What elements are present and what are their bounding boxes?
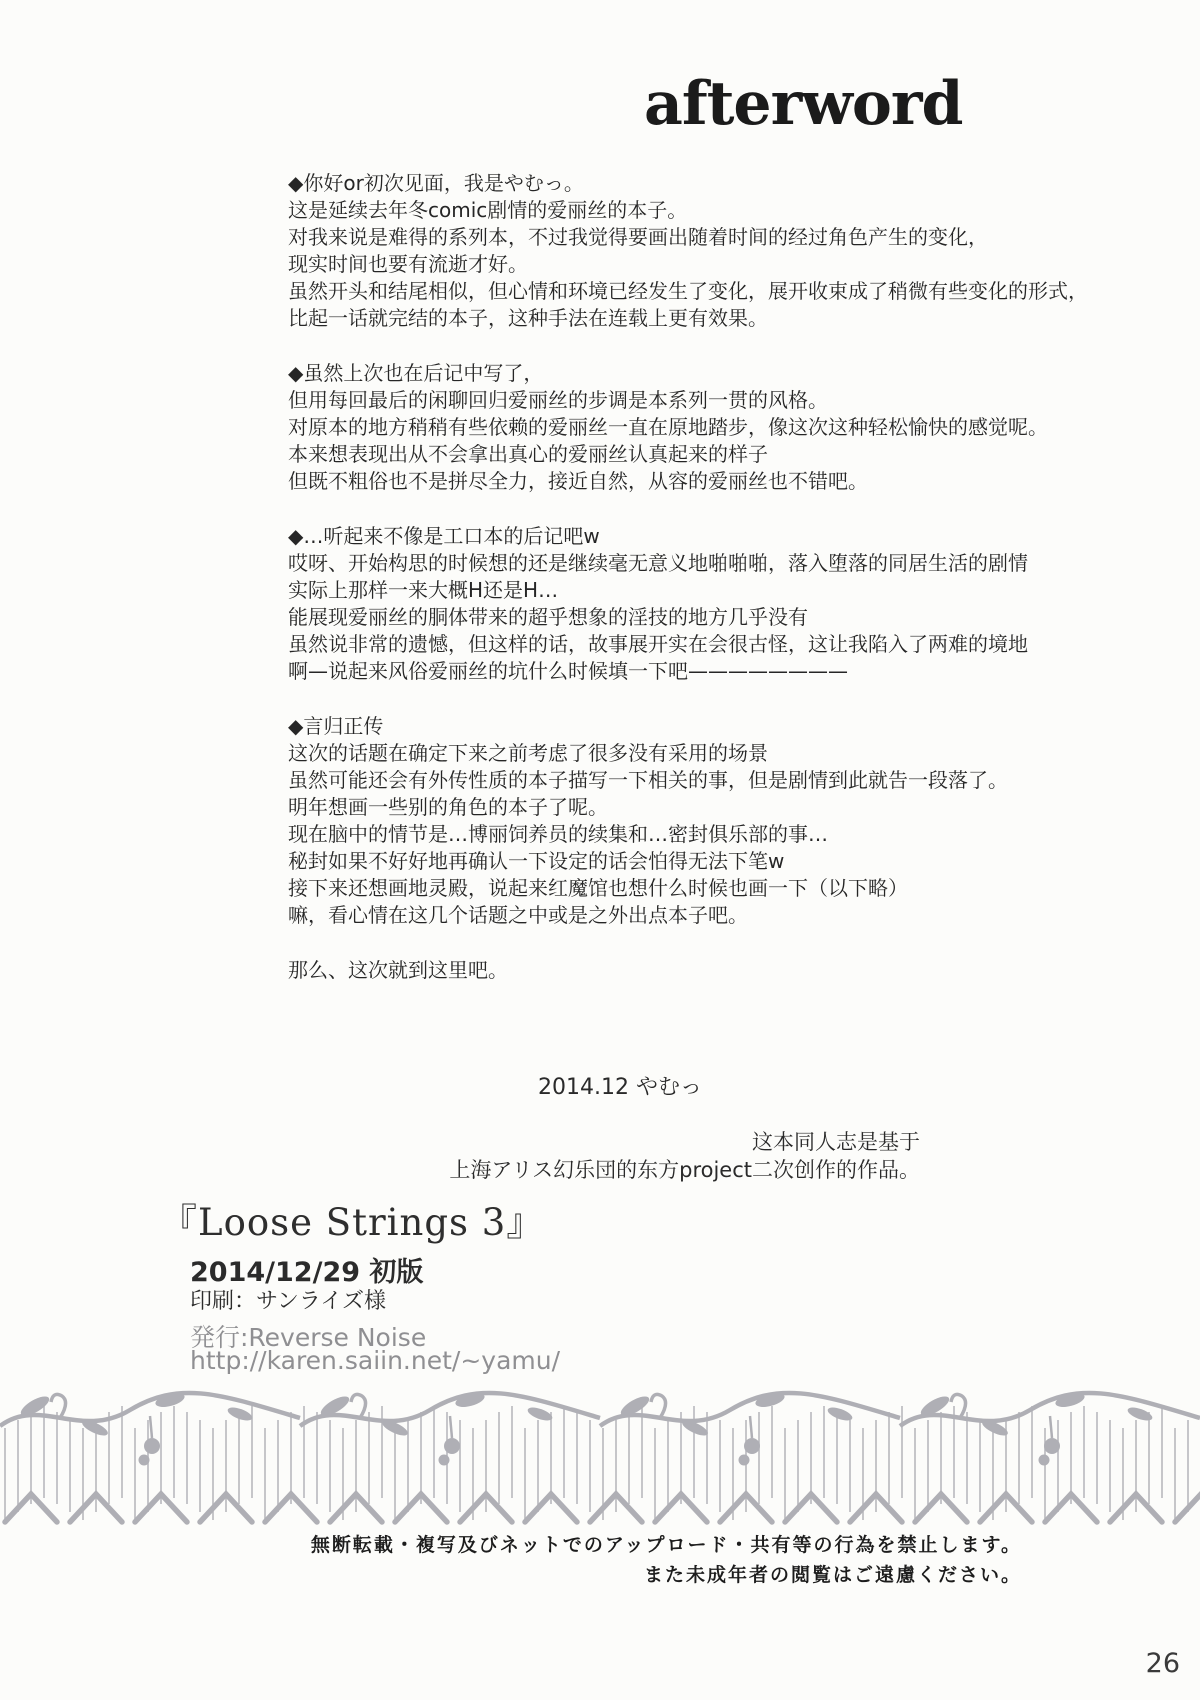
afterword-body	[288, 170, 1118, 1012]
afterword-line: 对原本的地方稍稍有些依赖的爱丽丝一直在原地踏步，像这次这种轻松愉快的感觉呢。	[288, 415, 1048, 439]
book-title: 『Loose Strings 3』	[160, 1201, 545, 1244]
afterword-line: 明年想画一些别的角色的本子了呢。	[288, 795, 608, 819]
printer-credit: 印刷：サンライズ様	[190, 1289, 387, 1314]
afterword-line: ◆言归正传	[288, 714, 384, 738]
floral-fence-border-decoration	[0, 1388, 1200, 1538]
afterword-paragraph	[288, 957, 1118, 984]
afterword-line: 本来想表现出从不会拿出真心的爱丽丝认真起来的样子	[288, 442, 768, 466]
afterword-line: ◆你好or初次见面，我是やむっ。	[288, 171, 584, 195]
disclaimer-line: また未成年者の閲覧はご遠慮ください。	[643, 1564, 1022, 1586]
copyright-disclaimer	[311, 1530, 1022, 1590]
afterword-line: 比起一话就完结的本子，这种手法在连载上更有效果。	[288, 306, 768, 330]
afterword-paragraph	[288, 360, 1118, 495]
afterword-line: 能展现爱丽丝的胴体带来的超乎想象的淫技的地方几乎没有	[288, 605, 808, 629]
signature: 2014.12 やむっ	[538, 1075, 702, 1100]
afterword-line: 虽然说非常的遗憾，但这样的话，故事展开实在会很古怪，这让我陷入了两难的境地	[288, 632, 1028, 656]
credit-note	[449, 1128, 920, 1184]
afterword-line: 嘛，看心情在这几个话题之中或是之外出点本子吧。	[288, 903, 748, 927]
page-number: 26	[1145, 1648, 1180, 1679]
afterword-line: ◆…听起来不像是工口本的后记吧w	[288, 524, 600, 548]
afterword-line: 虽然开头和结尾相似，但心情和环境已经发生了变化，展开收束成了稍微有些变化的形式，	[288, 279, 1088, 303]
afterword-line: 哎呀、开始构思的时候想的还是继续毫无意义地啪啪啪，落入堕落的同居生活的剧情	[288, 551, 1028, 575]
afterword-line: 实际上那样一来大概H还是H…	[288, 578, 559, 602]
afterword-line: 现实时间也要有流逝才好。	[288, 252, 528, 276]
afterword-line: 虽然可能还会有外传性质的本子描写一下相关的事，但是剧情到此就告一段落了。	[288, 768, 1008, 792]
credit-line: 这本同人志是基于	[752, 1130, 920, 1154]
page-title: afterword	[644, 69, 963, 139]
disclaimer-line: 無断転載・複写及びネットでのアップロード・共有等の行為を禁止します。	[310, 1534, 1022, 1556]
afterword-line: ◆虽然上次也在后记中写了，	[288, 361, 544, 385]
afterword-line: 秘封如果不好好地再确认一下设定的话会怕得无法下笔w	[288, 849, 785, 873]
afterword-line: 现在脑中的情节是…博丽饲养员的续集和…密封俱乐部的事…	[288, 822, 828, 846]
website-url: http://karen.saiin.net/~yamu/	[190, 1346, 561, 1375]
afterword-line: 那么、这次就到这里吧。	[288, 958, 508, 982]
afterword-line: 啊—说起来风俗爱丽丝的坑什么时候填一下吧————————	[288, 659, 848, 683]
afterword-line: 这次的话题在确定下来之前考虑了很多没有采用的场景	[288, 741, 768, 765]
afterword-paragraph	[288, 170, 1118, 332]
afterword-line: 对我来说是难得的系列本，不过我觉得要画出随着时间的经过角色产生的变化，	[288, 225, 988, 249]
afterword-paragraph	[288, 523, 1118, 685]
credit-line: 上海アリス幻乐団的东方project二次创作的作品。	[449, 1158, 920, 1182]
edition-date: 2014/12/29 初版	[190, 1257, 424, 1288]
afterword-line: 这是延续去年冬comic剧情的爱丽丝的本子。	[288, 198, 688, 222]
afterword-line: 但用每回最后的闲聊回归爱丽丝的步调是本系列一贯的风格。	[288, 388, 828, 412]
publisher-credit: 発行:Reverse Noise	[190, 1323, 427, 1352]
afterword-paragraph	[288, 713, 1118, 929]
afterword-line: 接下来还想画地灵殿，说起来红魔馆也想什么时候也画一下（以下略）	[288, 876, 908, 900]
afterword-line: 但既不粗俗也不是拼尽全力，接近自然，从容的爱丽丝也不错吧。	[288, 469, 868, 493]
